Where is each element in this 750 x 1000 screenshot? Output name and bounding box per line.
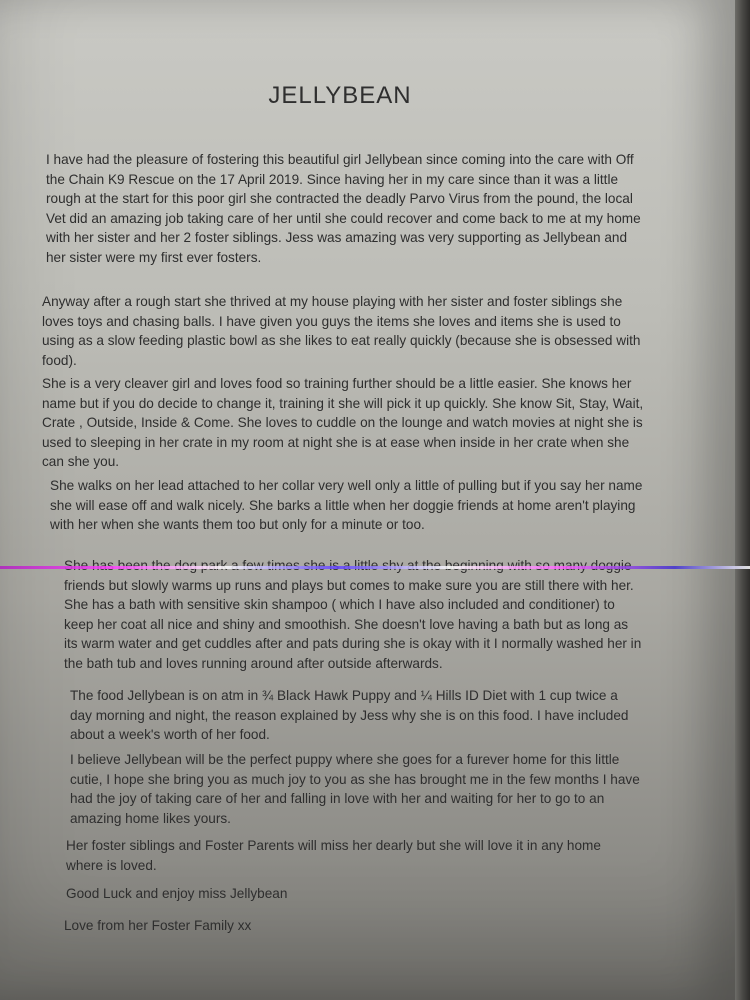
paragraph-thriving: Anyway after a rough start she thrived at my house playing with her sister and foster siblings she loves toys and chasing balls. I have given you guys the items she loves and items she is used to using as a slow feeding plastic bowl as she likes to eat really quickly (because she is obsessed with food). <box>42 294 641 368</box>
scan-glitch-line <box>0 566 750 569</box>
paragraph-intro: I have had the pleasure of fostering this beautiful girl Jellybean since coming into the care with Off the Chain K9 Rescue on the 17 April 2019. Since having her in my care since than it was a little rough at the start for this poor girl she contracted the deadly Parvo Virus from the pound, the local Vet did an amazing job taking care of her until she could recover and come back to me at my home with her sister and her 2 foster siblings. Jess was amazing was very supporting as Jellybean and her sister were my first ever fosters. <box>46 152 641 265</box>
document-title: JELLYBEAN <box>268 82 412 109</box>
paragraph-sign-off: Love from her Foster Family xx <box>64 918 252 933</box>
paragraph-training: She is a very cleaver girl and loves food so training further should be a little easier. She knows her name but if you do decide to change it, training it she will pick it up quickly. She know Sit, Stay, Wait, Crate , Outside, Inside & Come. She loves to cuddle on the lounge and watch movies at night she is used to sleeping in her crate in my room at night she is at ease when inside in her crate when she can she you. <box>42 376 644 469</box>
paragraph-good-luck: Good Luck and enjoy miss Jellybean <box>66 886 288 901</box>
paragraph-food: The food Jellybean is on atm in ¾ Black Hawk Puppy and ¼ Hills ID Diet with 1 cup twice a day morning and night, the reason explained by Jess why she is on this food. I have included about a week's worth of her food. <box>70 688 629 742</box>
paragraph-foster-family: Her foster siblings and Foster Parents will miss her dearly but she will love it in any home where is loved. <box>66 838 601 873</box>
paragraph-dog-park: friends but slowly warms up runs and plays but comes to make sure you are still there with her. She has a bath with sensitive skin shampoo ( which I have also included and conditioner) to keep her coat all nice and shiny and smoothish. She doesn't love having a bath but as long as its warm water and get cuddles after and pats during she is okay with it I normally washed her in the bath tub and loves running around after outside afterwards. <box>64 577 642 671</box>
paragraph-walking: She walks on her lead attached to her collar very well only a little of pulling but if you say her name she will ease off and walk nicely. She barks a little when her doggie friends at home aren't playing with her when she wants them too but only for a minute or too. <box>50 478 643 532</box>
paragraph-furever-home: I believe Jellybean will be the perfect puppy where she goes for a furever home for this little cutie, I hope she bring you as much joy to you as she has brought me in the few months I have had the joy of taking care of her and falling in love with her and waiting for her to go to an amazing home likes yours. <box>70 752 640 826</box>
paper-edge-shadow <box>735 0 750 1000</box>
